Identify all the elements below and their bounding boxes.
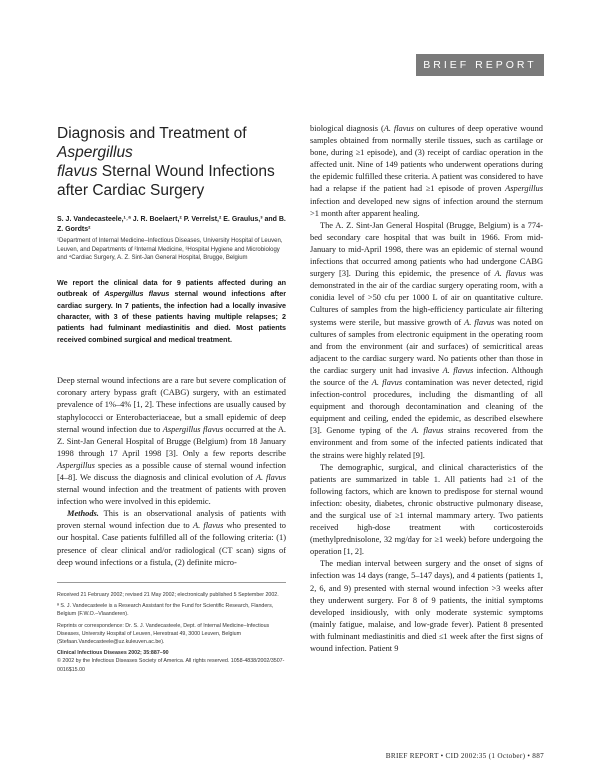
author-note: ª S. J. Vandecasteele is a Research Assistant for the Fund for Scientific Research, Flanders, Belgium (F.W.O.–Vlaanderen). bbox=[57, 603, 274, 618]
left-column bbox=[57, 124, 286, 569]
footnotes bbox=[57, 582, 286, 677]
affiliations: ¹Department of Internal Medicine–Infectious Diseases, University Hospital of Leuven, Leuven, and Departments of ²Internal Medicine, ³Hospital Hygiene and Microbiology and ⁴Cardiac Surgery, A. Z. Sint-Jan General Hospital, Brugge, Belgium bbox=[57, 238, 283, 262]
methods-heading: Methods. bbox=[67, 509, 99, 519]
demographics-paragraph: The demographic, surgical, and clinical characteristics of the patients are summarized in table 1. All patients had ≥1 of the following factors, which are known to predispose for sternal wound infection: obesity, diabetes, chronic obstructive pulmonary disease, and the surgical use of ≥1 internal mammary artery. Two patients received high-dose treatment with corticosteroids (methylprednisolone, 32 mg/day for ≥1 week) before undergoing the operation [1, 2]. bbox=[310, 462, 543, 557]
criteria-paragraph: biological diagnosis (A. flavus on cultures of deep operative wound samples obtained from normally sterile tissues, such as cartilage or bone, during ≥1 episode), and (3) receipt of cardiac operation in the affected unit. Nine of 149 patients who underwent operations during the epidemic fulfilled these criteria. A patient was considered to have had a relapse if the patient had ≥1 episode of proven Aspergillus infection and developed new signs of infection around the sternum >1 month after apparent healing. bbox=[310, 124, 543, 218]
article-title: Diagnosis and Treatment of Aspergillus flavus Sternal Wound Infections after Cardiac Surgery bbox=[57, 125, 275, 199]
received-note: Received 21 February 2002; revised 21 May 2002; electronically published 5 September 2002. bbox=[57, 592, 279, 598]
right-column bbox=[310, 123, 543, 655]
left-body bbox=[57, 375, 286, 569]
author-list: S. J. Vandecasteele,¹˒ª J. R. Boelaert,² P. Verrelst,² E. Graulus,³ and B. Z. Gordts² bbox=[57, 216, 286, 233]
hospital-paragraph: The A. Z. Sint-Jan General Hospital (Brugge, Belgium) is a 774-bed secondary care hospital that was built in 1966. From mid-January to mid-April 1998, there was an epidemic of sternal wound infections that occurred among patients who had undergone CABG surgery [3]. During this epidemic, the presence of A. flavus was demonstrated in the air of the cardiac surgery operating room, with a conidia level of >50 cfu per 1000 L of air on quantitative culture. Cultures of samples from the high-efficiency particulate air filtering systems were sterile, but massive growth of A. flavus was noted on cultures of samples from electronic equipment in the operating room and from the environment (air and surfaces) of semicritical areas adjacent to the cardiac surgery ward. No patients other than those in the cardiac surgery unit had invasive A. flavus infection. Although the source of the A. flavus contamination was never detected, rigid infection-control procedures, including the dismantling of all equipment and thorough decontamination and cleaning of the equipment and ceiling, ended the epidemic, as described elsewhere [3]. Genome typing of the A. flavus strains recovered from the environment and from some of the infected patients indicated that the strains were highly related [9]. bbox=[310, 220, 544, 460]
reprints-note: Reprints or correspondence: Dr. S. J. Vandecasteele, Dept. of Internal Medicine–Infectious Diseases, University Hospital of Leuven, Herestraat 49, 3000 Leuven, Belgium (Stefaan.Vandecasteele@uz.kuleuven.ac.be). bbox=[57, 622, 270, 646]
onset-paragraph: The median interval between surgery and the onset of signs of infection was 14 days (range, 5–147 days), and 4 patients (patients 1, 2, 6, and 9) presented with sternal wound infection >3 weeks after they underwent surgery. For 8 of 9 patients, the initial symptoms developed insidiously, with only moderate systemic symptoms (mainly fatigue, malaise, and low-grade fever). Patient 8 presented with fulminant mediastinitis and died ≤1 week after the first signs of wound infection. Patient 9 bbox=[310, 559, 543, 654]
intro-paragraph: Deep sternal wound infections are a rare but severe complication of coronary artery bypass graft (CABG) surgery, with an estimated prevalence of 1%–4% [1, 2]. These infections are usually caused by staphylococci or Enterobacteriaceae, but a small epidemic of deep sternal wound infection due to Aspergillus flavus occurred at the A. Z. Sint-Jan General Hospital of Brugge (Belgium) from 18 January 1998 through 17 April 1998 [3]. Only a few reports describe Aspergillus species as a possible cause of sternal wound infection [4–8]. We discuss the diagnosis and clinical evolution of A. flavus sternal wound infection and the treatment of patients with proven infection who were involved in this epidemic. bbox=[57, 376, 287, 507]
page-footer: BRIEF REPORT • CID 2002:35 (1 October) • 887 bbox=[385, 752, 544, 760]
methods-paragraph: Methods. This is an observational analysis of patients with proven sternal wound infection due to A. flavus who presented to our hospital. Case patients fulfilled all of the following criteria: (1) presence of clear clinical and/or radiological (CT scan) signs of deep wound infections or a fistula, (2) definite micro- bbox=[57, 509, 286, 567]
section-banner: BRIEF REPORT bbox=[416, 54, 544, 76]
abstract: We report the clinical data for 9 patients affected during an outbreak of Aspergillus flavus sternal wound infections after cardiac surgery. In 7 patients, the infection had a locally invasive character, with 3 of these patients having multiple relapses; 2 patients had fulminant mediastinitis and died. Most patients received combined surgical and medical treatment. bbox=[57, 277, 286, 344]
journal-citation: Clinical Infectious Diseases 2002; 35:887–90 © 2002 by the Infectious Diseases Society of America. All rights reserved. 1058-4838/2002/3507-0016$15.00 bbox=[57, 650, 285, 673]
